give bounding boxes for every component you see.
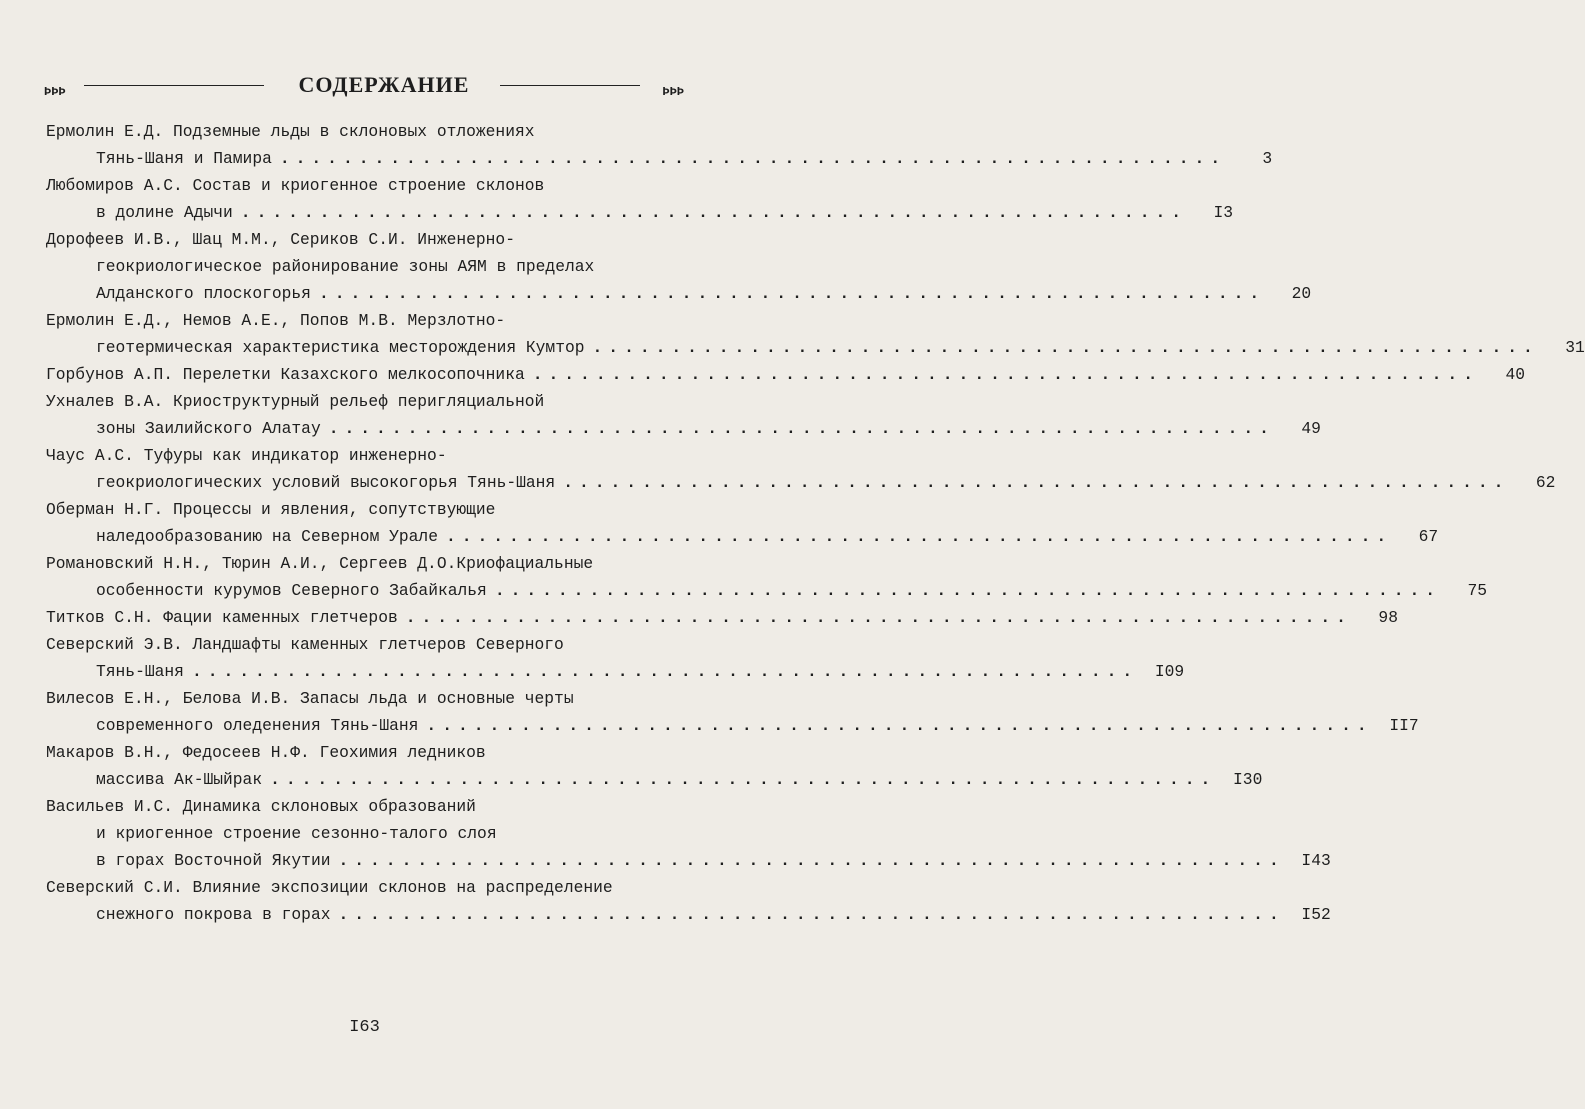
toc-entry	[46, 226, 1312, 307]
toc-entry-text: Вилесов Е.Н., Белова И.В. Запасы льда и основные черты	[46, 689, 574, 708]
toc-entry-line	[46, 658, 1185, 685]
toc-page-number: I30	[1233, 770, 1263, 789]
page-number: I63	[349, 1018, 380, 1037]
toc-entry-line	[46, 172, 686, 199]
toc-entry-text: особенности курумов Северного Забайкалья	[96, 581, 487, 600]
toc-entry-text: в долине Адычи	[96, 203, 233, 222]
toc-entry	[46, 685, 1419, 739]
dot-leader: ............................................................	[191, 662, 1139, 681]
toc-page-number: 67	[1418, 527, 1439, 546]
toc-entry-text: Любомиров А.С. Состав и криогенное строение склонов	[46, 176, 545, 195]
page-title: СОДЕРЖАНИЕ	[298, 72, 470, 97]
toc-entry-line	[46, 766, 1263, 793]
toc-entry-line	[46, 442, 686, 469]
dot-leader: ............................................................	[240, 203, 1188, 222]
toc-page-number: 75	[1467, 581, 1488, 600]
toc-page-number: I43	[1301, 851, 1331, 870]
toc-page-number: II7	[1389, 716, 1419, 735]
header-left-mark: ÞÞÞ	[44, 85, 66, 99]
toc-entry	[46, 118, 1273, 172]
toc-entry-line	[46, 388, 686, 415]
toc-entry-text: и криогенное строение сезонно-талого слоя	[96, 824, 497, 843]
toc-entry-text: геотермическая характеристика месторождения Кумтор	[96, 338, 585, 357]
toc-entry-line	[46, 901, 1331, 928]
toc-page-number: 40	[1505, 365, 1525, 384]
toc-entry-text: наледообразованию на Северном Урале	[96, 527, 438, 546]
header-right-mark: ÞÞÞ	[662, 85, 684, 99]
contents-header	[44, 72, 684, 102]
toc-entry-text: Тянь-Шаня	[96, 662, 184, 681]
toc-entry-text: зоны Заилийского Алатау	[96, 419, 321, 438]
toc-entry	[46, 604, 1398, 631]
toc-entry-line	[46, 145, 1273, 172]
dot-leader: ............................................................	[270, 770, 1217, 789]
toc-page-number: 62	[1535, 473, 1556, 492]
toc-entry-text: Оберман Н.Г. Процессы и явления, сопутствующие	[46, 500, 496, 519]
toc-page-number: 98	[1378, 608, 1398, 627]
toc-entry-text: Ухналев В.А. Криоструктурный рельеф перигляциальной	[46, 392, 545, 411]
toc-entry	[46, 739, 1263, 793]
toc-entry	[46, 874, 1331, 928]
toc-entry-text: Алданского плоскогорья	[96, 284, 311, 303]
toc-entry-line	[46, 334, 1585, 361]
toc-entry-line	[46, 523, 1439, 550]
toc-entry-text: Романовский Н.Н., Тюрин А.И., Сергеев Д.О.Криофациальные	[46, 554, 594, 573]
toc-entry-line	[46, 604, 1398, 631]
toc-page-number: I09	[1154, 662, 1185, 681]
toc-entry-text: Макаров В.Н., Федосеев Н.Ф. Геохимия ледников	[46, 743, 486, 762]
toc-entry	[46, 172, 1234, 226]
toc-entry-line	[46, 199, 1234, 226]
toc-page-number: 31	[1565, 338, 1585, 357]
toc-entry-line	[46, 253, 686, 280]
toc-entry-line	[46, 874, 686, 901]
toc-entry-line	[46, 739, 686, 766]
toc-entry	[46, 388, 1321, 442]
toc-entry-text: Титков С.Н. Фации каменных глетчеров	[46, 608, 398, 627]
toc-entry	[46, 793, 1331, 874]
toc-entry-text: современного оледенения Тянь-Шаня	[96, 716, 419, 735]
toc-page-number: I3	[1213, 203, 1234, 222]
toc-entry-text: Дорофеев И.В., Шац М.М., Сериков С.И. Инженерно-	[46, 230, 515, 249]
header-right-rule	[500, 85, 640, 86]
toc-entry-line	[46, 712, 1419, 739]
dot-leader: ............................................................	[328, 419, 1275, 438]
toc-entry-line	[46, 415, 1321, 442]
dot-leader: ............................................................	[494, 581, 1442, 600]
dot-leader: ............................................................	[338, 851, 1285, 870]
dot-leader: ............................................................	[318, 284, 1266, 303]
toc-page-number: I52	[1301, 905, 1331, 924]
header-left-rule	[84, 85, 264, 86]
toc-entry-text: Тянь-Шаня и Памира	[96, 149, 272, 168]
toc-entry-text: Ермолин Е.Д. Подземные льды в склоновых отложениях	[46, 122, 535, 141]
toc-entry-text: Северский Э.В. Ландшафты каменных глетчеров Северного	[46, 635, 564, 654]
dot-leader: ............................................................	[592, 338, 1539, 357]
toc-entry-line	[46, 577, 1488, 604]
toc-page-number: 49	[1301, 419, 1321, 438]
toc-entry-text: массива Ак-Шыйрак	[96, 770, 263, 789]
toc-entry-line	[46, 793, 686, 820]
toc-entry-line	[46, 631, 686, 658]
dot-leader: ............................................................	[405, 608, 1352, 627]
toc-page-number: 3	[1262, 149, 1273, 168]
dot-leader: ............................................................	[279, 149, 1227, 168]
dot-leader: ............................................................	[532, 365, 1479, 384]
table-of-contents	[46, 118, 1585, 928]
toc-entry-line	[46, 496, 686, 523]
toc-entry-text: Ермолин Е.Д., Немов А.Е., Попов М.В. Мерзлотно-	[46, 311, 506, 330]
toc-entry-line	[46, 226, 686, 253]
toc-entry-text: Северский С.И. Влияние экспозиции склонов на распределение	[46, 878, 613, 897]
dot-leader: ............................................................	[338, 905, 1285, 924]
dot-leader: ............................................................	[563, 473, 1510, 492]
toc-entry-text: Горбунов А.П. Перелетки Казахского мелкосопочника	[46, 365, 525, 384]
toc-entry	[46, 550, 1488, 604]
toc-entry-line	[46, 685, 686, 712]
toc-entry	[46, 496, 1439, 550]
toc-entry-line	[46, 280, 1312, 307]
toc-entry	[46, 307, 1585, 361]
dot-leader: ............................................................	[426, 716, 1373, 735]
toc-entry-text: геокриологическое районирование зоны АЯМ в пределах	[96, 257, 595, 276]
toc-page-number: 20	[1291, 284, 1312, 303]
toc-entry-text: снежного покрова в горах	[96, 905, 331, 924]
toc-entry-line	[46, 118, 686, 145]
toc-entry-text: в горах Восточной Якутии	[96, 851, 331, 870]
toc-entry-text: Чаус А.С. Туфуры как индикатор инженерно-	[46, 446, 447, 465]
toc-entry-line	[46, 550, 686, 577]
toc-entry-line	[46, 820, 686, 847]
toc-entry	[46, 361, 1525, 388]
dot-leader: ............................................................	[445, 527, 1393, 546]
toc-entry	[46, 631, 1185, 685]
toc-entry-line	[46, 847, 1331, 874]
toc-entry-text: Васильев И.С. Динамика склоновых образований	[46, 797, 476, 816]
toc-entry-line	[46, 307, 686, 334]
toc-entry-text: геокриологических условий высокогорья Тянь-Шаня	[96, 473, 556, 492]
toc-entry-line	[46, 469, 1556, 496]
toc-entry	[46, 442, 1556, 496]
toc-entry-line	[46, 361, 1525, 388]
